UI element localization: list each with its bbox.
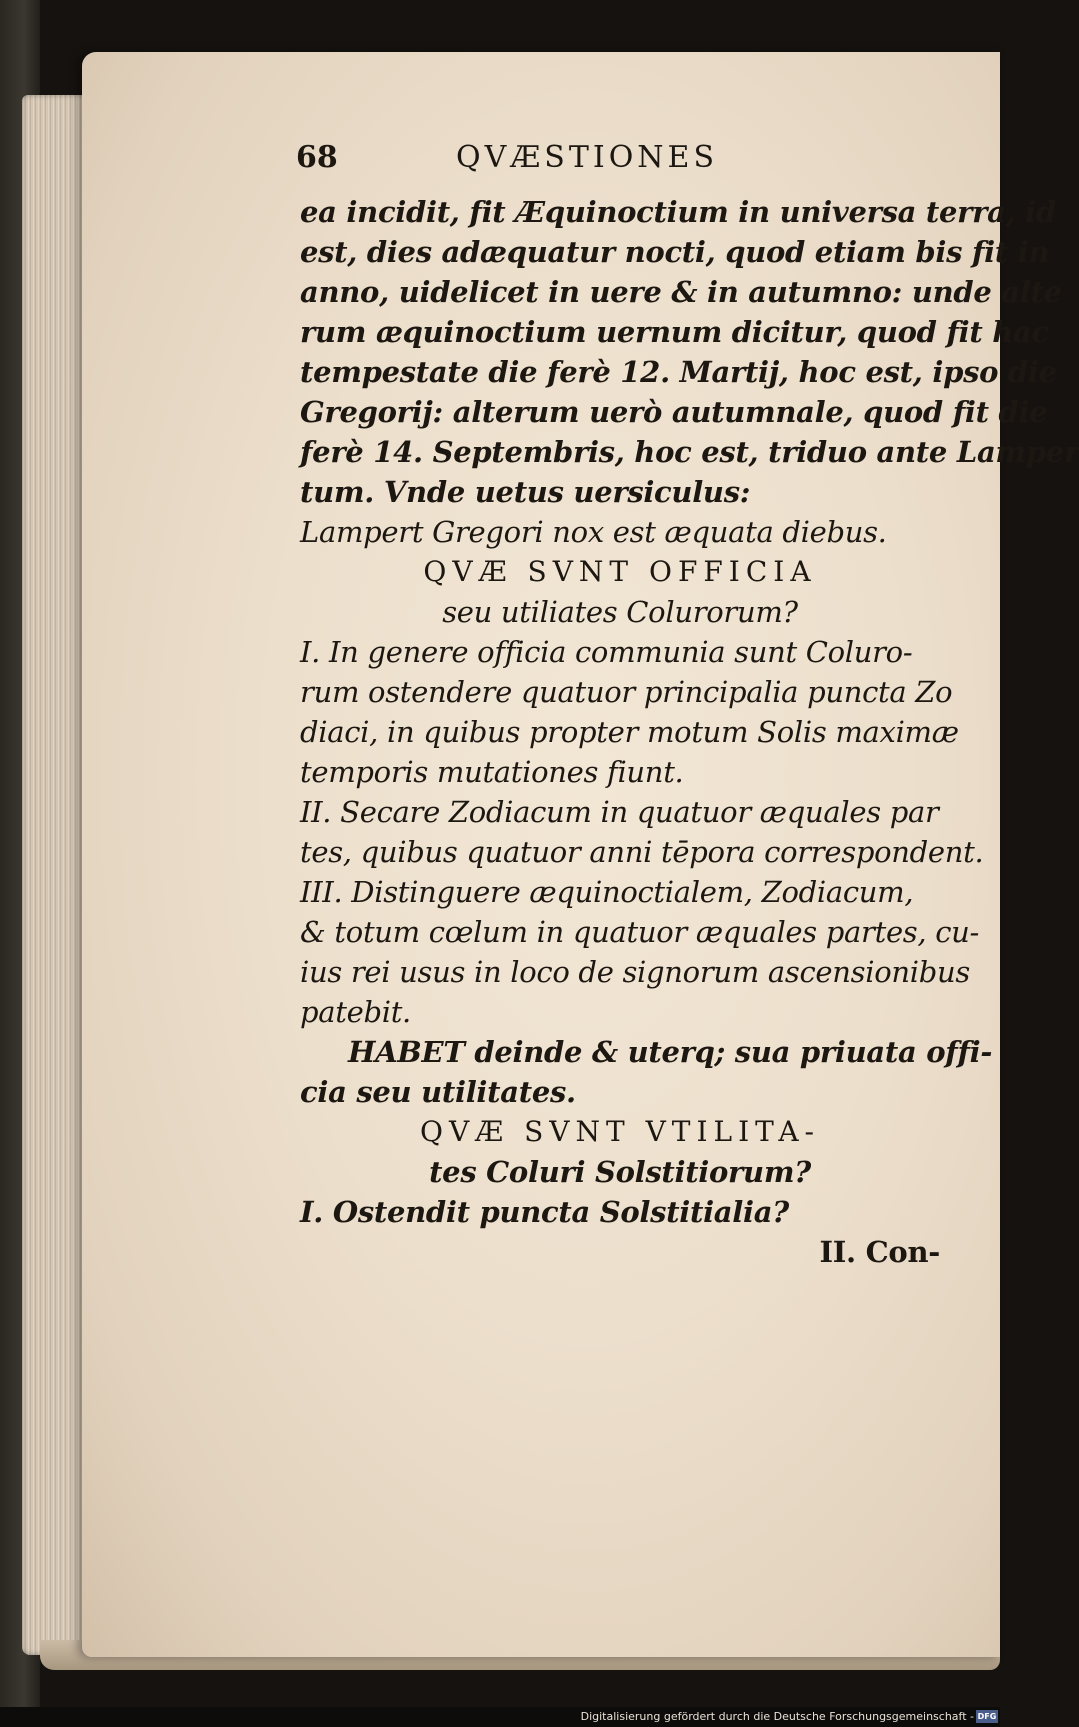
- list-item: ius rei usus in loco de signorum ascensionibus: [300, 955, 970, 989]
- list-item: temporis mutationes fiunt.: [300, 755, 684, 789]
- text-line: ea incidit, fit Æquinoctium in universa terra, id: [300, 195, 1056, 229]
- list-item: I. Ostendit puncta Solstitialia?: [300, 1195, 789, 1229]
- list-item: rum ostendere quatuor principalia puncta Zo: [300, 675, 953, 709]
- list-item: diaci, in quibus propter motum Solis maximæ: [300, 715, 959, 749]
- list-item: III. Distinguere æquinoctialem, Zodiacum,: [300, 875, 914, 909]
- paragraph-line: HABET deinde & uterq; sua priuata offi-: [348, 1035, 993, 1069]
- page-text: [300, 192, 1079, 1272]
- list-item: tes, quibus quatuor anni tēpora correspondent.: [300, 835, 984, 869]
- list-item: patebit.: [300, 995, 411, 1029]
- text-line: Gregorij: alterum uerò autumnale, quod fit die: [300, 395, 1048, 429]
- section-heading: QVÆ SVNT OFFICIA: [423, 555, 817, 588]
- page-header: [296, 140, 946, 184]
- dfg-logo: DFG: [977, 1712, 997, 1721]
- text-line: Lampert Gregori nox est æquata diebus.: [300, 515, 887, 549]
- footer-credit: Digitalisierung gefördert durch die Deutsche Forschungsgemeinschaft -: [580, 1710, 974, 1723]
- section-heading: QVÆ SVNT VTILITA-: [419, 1115, 821, 1148]
- list-item: II. Secare Zodiacum in quatuor æquales par: [300, 795, 939, 829]
- text-line: est, dies adæquatur nocti, quod etiam bis fit in: [300, 235, 1050, 269]
- text-line: ferè 14. Septembris, hoc est, triduo ante Lamper: [300, 435, 1079, 469]
- section-subheading: tes Coluri Solstitiorum?: [429, 1155, 811, 1189]
- text-line: anno, uidelicet in uere & in autumno: unde alte: [300, 275, 1062, 309]
- text-line: tempestate die ferè 12. Martij, hoc est, ipso die: [300, 355, 1057, 389]
- text-line: rum æquinoctium uernum dicitur, quod fit hac: [300, 315, 1049, 349]
- text-line: tum. Vnde uetus uersiculus:: [300, 475, 751, 509]
- page-number: 68: [296, 140, 338, 175]
- list-item: & totum cœlum in quatuor æquales partes, cu-: [300, 915, 980, 949]
- running-head: QVÆSTIONES: [456, 140, 718, 175]
- section-subheading: seu utiliates Colurorum?: [442, 595, 798, 629]
- paragraph-line: cia seu utilitates.: [300, 1075, 576, 1109]
- catchword: II. Con-: [819, 1235, 940, 1269]
- list-item: I. In genere officia communia sunt Coluro-: [300, 635, 913, 669]
